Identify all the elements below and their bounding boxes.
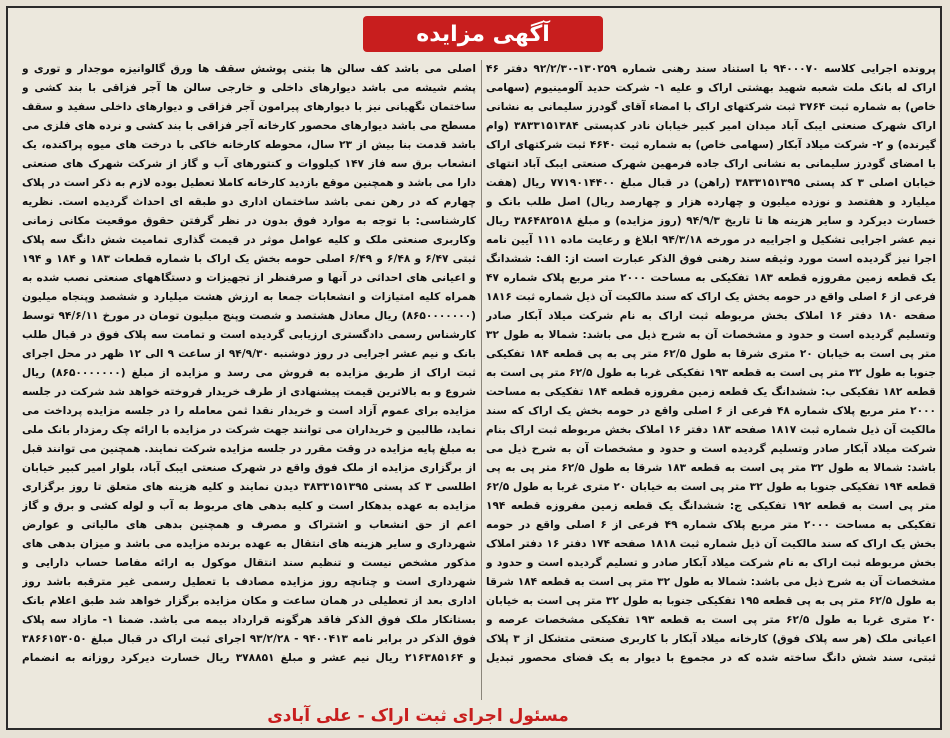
notice-title: آگهی مزایده xyxy=(416,21,550,47)
left-column-text: اصلی می باشد کف سالن ها بتنی پوشش سقف ها ورق گالوانیزه موجدار و توری و پشم شیشه می باشد دیوارهای داخلی و خارجی سالن ها آجر فزاقی با بند کشی و ساختمان نگهبانی نیز با دیوارهای پیرامون آجر فزاقی و دیوارهای داخلی سفید و سقف مسطح می باشد دیوارهای محصور کارخانه آجر فزاقی با بند کشی و نرده های فلزی می باشد قدمت بنا بیش از ۲۳ سال، محوطه کارخانه خاکی با درخت های میوه پراکنده، یک انشعاب برق سه فاز ۱۴۷ کیلووات و کنتورهای آب و گاز از شرکت شهرک های صنعتی دارا می باشد و همچنین موقع بازدید کارخانه کاملا تعطیل بوده لازم به ذکر است در پلاک چهارم که در رهن نمی باشد ساختمان اداری دو طبقه ای احداث گردیده است. نظریه کارشناسی: با توجه به موارد فوق بدون در نظر گرفتن حقوق موقعیت مکانی زمانی وکاربری صنعتی ملک و کلیه عوامل موثر در قیمت گذاری تمامیت شش دانگ سه پلاک ثبتی ۶/۴۷ و ۶/۴۸ و ۶/۴۹ اصلی حومه بخش یک اراک با شماره قطعات ۱۸۳ و ۱۸۴ و ۱۹۴ و اعیانی های احداثی در آنها و صرفنظر از تجهیزات و دستگاههای صنعتی نصب شده به همراه کلیه امتیازات و انشعابات جمعا به ارزش هشت میلیارد و ششصد وپنجاه میلیون (۸۶۵۰۰۰۰۰۰۰) ریال معادل هشتصد و شصت وپنج میلیون تومان در مورخ ۹۴/۶/۱۱ توسط کارشناس رسمی دادگستری ارزیابی گردیده است و تمامت سه پلاک فوق در قبال طلب بانک و نیم عشر اجرایی در روز دوشنبه ۹۴/۹/۳۰ از ساعت ۹ الی ۱۲ ظهر در محل اجرای ثبت اراک از طریق مزایده به فروش می رسد و مزایده از مبلغ (۸۶۵۰۰۰۰۰۰۰) ریال شروع و به بالاترین قیمت پیشنهادی از طرف خریدار فروخته خواهد شد شرکت در جلسه مزایده برای عموم آزاد است و خریدار نقدا ثمن معامله را در جلسه مزایده پرداخت می نماید، طالبین و خریداران می توانند جهت شرکت در مزایده با ارائه چک رمزدار بانک ملی به مبلغ پایه مزایده در وقت مقرر در جلسه مزایده شرکت نمایند. همچنین می توانند قبل از برگزاری مزایده از ملک فوق واقع در شهرک صنعتی ایبک آباد، بلوار امیر کبیر خیابان اطلسی ۳ کد پستی ۳۸۳۳۱۵۱۳۹۵ دیدن نمایند و کلیه هزینه های متعلق تا روز برگزاری مزایده به عهده بدهکار است و کلیه بدهی های مربوط به آب و لوله کشی و برق و گاز اعم از حق انشعاب و اشتراک و مصرف و همچنین بدهی های مالیاتی و عوارض شهرداری و سایر هزینه های انتقال به عهده برنده مزایده می باشد و میزان بدهی های مذکور مشخص نیست و تنظیم سند انتقال موکول به ارائه مفاصا حساب دارایی و شهرداری است و چنانچه روز مزایده مصادف با تعطیل رسمی غیر مترقبه باشد روز اداری بعد از تعطیلی در همان ساعت و مکان مزایده برگزار خواهد شد طبق اعلام بانک بستانکار ملک فوق الذکر فاقد هرگونه قرارداد بیمه می باشد. ضمنا ۱- مازاد سه پلاک فوق الذکر در برابر نامه ۹۴۰۰۴۱۳ - ۹۳/۲/۲۸ اجرای ثبت اراک در قبال مبلغ ۳۸۶۶۱۵۳۰۵۰ و ۲۱۶۳۸۵۱۶۴ ریال نیم عشر و مبلغ ۳۷۸۸۵۱ ریال خسارت دیرکرد روزانه به انضمام xyxy=(22,63,476,664)
title-banner xyxy=(363,16,603,52)
left-column xyxy=(22,60,476,664)
notice-frame xyxy=(6,6,942,730)
right-column xyxy=(486,60,936,664)
signature-line: مسئول اجرای ثبت اراک - علی آبادی xyxy=(267,706,569,726)
column-divider xyxy=(481,60,482,700)
right-column-text: پرونده اجرایی کلاسه ۹۴۰۰۰۷۰ با استناد سند رهنی شماره ۱۳۰۲۵۹-۹۲/۲/۳۰ دفتر ۴۶ اراک له بانک ملت شعبه شهید بهشتی اراک و علیه ۱- شرکت حدید آلومینیوم (سهامی خاص) به شماره ثبت ۳۷۶۴ ثبت شرکتهای اراک با امضاء آقای گودرز سلیمانی به نشانی اراک شهرک صنعتی ایبک آباد میدان امیر کبیر خیابان نادر کدپستی ۳۸۳۳۱۵۱۳۸۴ (وام گیرنده) و ۲- شرکت میلاد آبکار (سهامی خاص) به شماره ثبت ۴۶۴۰ ثبت شرکتهای اراک با امضای گودرز سلیمانی به نشانی اراک جاده فرمهین شهرک صنعتی ایبک آباد انتهای خیابان اصلی ۳ کد پستی ۳۸۳۳۱۵۱۳۹۵ (راهن) در قبال مبلغ ۷۷۱۹۰۱۴۴۰۰ ریال (هفت میلیارد و هفتصد و نوزده میلیون و چهارده هزار و چهارصد ریال) اصل طلب بانک و خسارت دیرکرد و سایر هزینه ها تا تاریخ ۹۴/۹/۳ (روز مزایده) و مبلغ ۳۸۶۴۸۲۵۱۸ ریال نیم عشر اجرایی تشکیل و اجراییه در مورخه ۹۴/۳/۱۸ ابلاغ و رعایت ماده ۱۱۱ آیین نامه اجرا نیز گردیده است مورد وثیقه سند رهنی فوق الذکر عبارت است از: الف: ششدانگ یک قطعه زمین مفروزه قطعه ۱۸۳ تفکیکی به مساحت ۲۰۰۰ متر مربع پلاک شماره ۴۷ فرعی از ۶ اصلی واقع در حومه بخش یک اراک که سند مالکیت آن ذیل شماره ثبت ۱۸۱۶ صفحه ۱۸۰ دفتر ۱۶ املاک بخش مربوطه ثبت اراک به نام شرکت میلاد آبکار صادر وتسلیم گردیده است و حدود و مشخصات آن به شرح ذیل می باشد: شمالا به طول ۳۲ متر پی است به خیابان ۲۰ متری شرقا به طول ۶۲/۵ متر پی به پی قطعه ۱۸۴ تفکیکی جنوبا به طول ۳۲ متر پی است به قطعه ۱۹۳ تفکیکی غربا به طول ۶۲/۵ متر پی است به قطعه ۱۸۲ تفکیکی ب: ششدانگ یک قطعه زمین مفروزه قطعه ۱۸۴ تفکیکی به مساحت ۲۰۰۰ متر مربع پلاک شماره ۴۸ فرعی از ۶ اصلی واقع در حومه بخش یک اراک که سند مالکیت آن ذیل شماره ثبت ۱۸۱۷ صفحه ۱۸۳ دفتر ۱۶ املاک بخش مربوطه ثبت اراک بنام شرکت میلاد آبکار صادر وتسلیم گردیده است و حدود و مشخصات آن به شرح ذیل می باشد: شمالا به طول ۳۲ متر پی است به قطعه ۱۸۳ شرقا به طول ۶۲/۵ متر پی به پی قطعه ۱۹۴ تفکیکی جنوبا به طول ۳۲ متر پی است به خیابان ۲۰ متری غربا به طول ۶۲/۵ متر پی است به قطعه ۱۹۲ تفکیکی ج: ششدانگ یک قطعه زمین مفروزه قطعه ۱۹۴ تفکیکی به مساحت ۲۰۰۰ متر مربع پلاک شماره ۴۹ فرعی از ۶ اصلی واقع در حومه بخش یک اراک که سند مالکیت آن ذیل شماره ثبت ۱۸۱۸ صفحه ۱۷۴ دفتر ۱۶ دفتر املاک بخش مربوطه ثبت اراک به نام شرکت میلاد آبکار صادر و تسلیم گردیده است و حدود و مشخصات آن به شرح ذیل می باشد: شمالا به طول ۳۲ متر پی است به قطعه ۱۸۴ شرقا به طول ۶۲/۵ متر پی به پی قطعه ۱۹۵ تفکیکی جنوبا به طول ۳۲ متر پی است به خیابان ۲۰ متری غربا به طول ۶۲/۵ متر پی است به قطعه ۱۹۳ تفکیکی مشخصات عرصه و اعیانی ملک (هر سه پلاک فوق) کارخانه میلاد آبکار با کاربری صنعتی متشکل از ۳ پلاک ثبتی، سند شش دانگ ساخته شده که در مجموع با دیوار به یک فضای محصور تبدیل xyxy=(486,63,936,664)
